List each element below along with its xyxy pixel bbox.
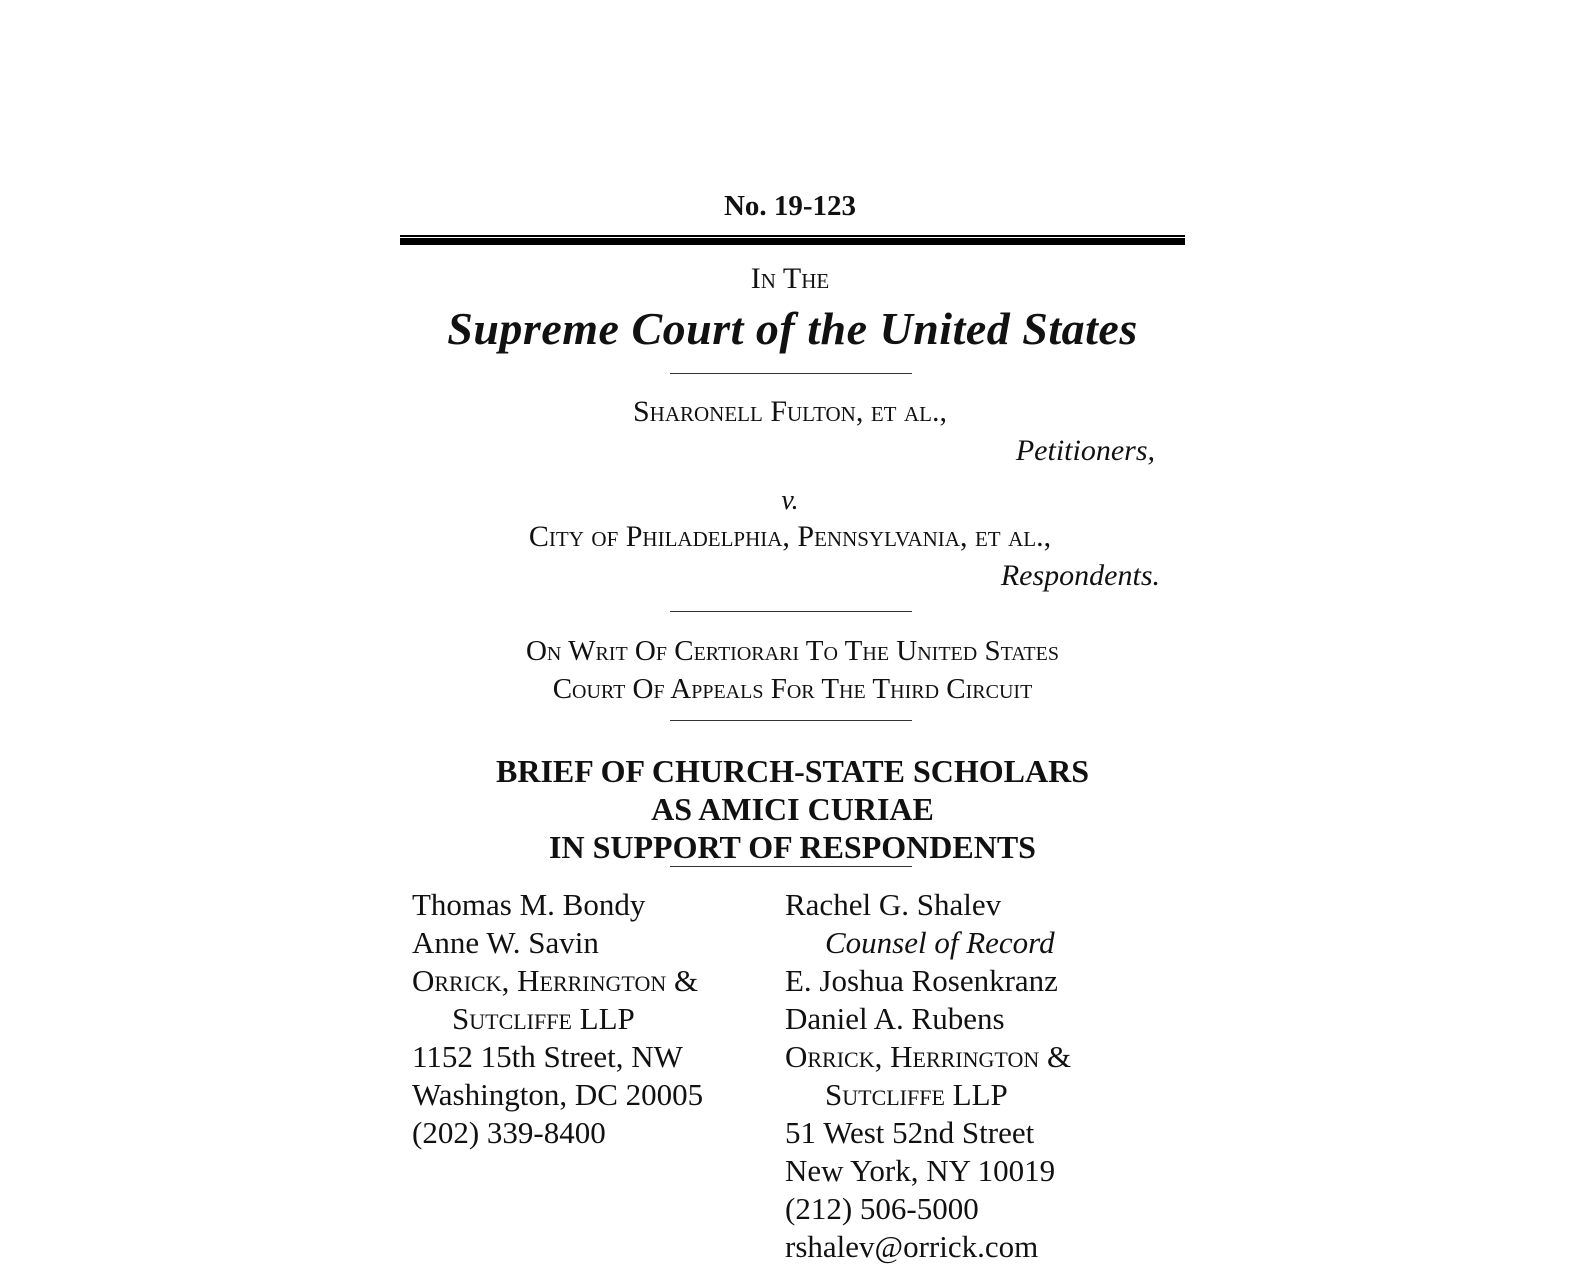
docket-number: No. 19-123 — [723, 190, 857, 222]
counsel-name: Thomas M. Bondy — [412, 887, 646, 922]
phone-number: (212) 506-5000 — [785, 1191, 979, 1226]
separator-rule — [670, 866, 912, 867]
brief-title — [400, 752, 1185, 866]
counsel-right-block — [785, 886, 1071, 1266]
firm-name: Orrick, Herrington & — [412, 963, 699, 998]
firm-name: Orrick, Herrington & — [785, 1039, 1072, 1074]
counsel-left-block — [412, 886, 703, 1152]
street-address: 51 West 52nd Street — [785, 1115, 1035, 1150]
separator-rule — [670, 720, 912, 721]
brief-title-line-1: BRIEF OF CHURCH-STATE SCHOLARS — [496, 753, 1089, 789]
versus-label: v. — [781, 485, 799, 516]
writ-caption — [400, 632, 1185, 708]
counsel-name: Anne W. Savin — [412, 925, 599, 960]
writ-line-2: Court Of Appeals For The Third Circuit — [552, 673, 1033, 705]
brief-title-line-3: IN SUPPORT OF RESPONDENTS — [549, 829, 1036, 865]
separator-rule — [670, 373, 912, 374]
firm-name-cont: Sutcliffe LLP — [452, 1001, 635, 1036]
phone-number: (202) 339-8400 — [412, 1115, 606, 1150]
respondent-name: City of Philadelphia, Pennsylvania, et al., — [528, 520, 1052, 553]
separator-rule — [670, 611, 912, 612]
header-rule-thick — [400, 238, 1185, 245]
brief-title-line-2: AS AMICI CURIAE — [651, 791, 934, 827]
respondent-role: Respondents. — [1000, 559, 1160, 592]
petitioner-role: Petitioners, — [1015, 434, 1155, 467]
city-state-zip: New York, NY 10019 — [785, 1153, 1056, 1188]
header-rule-thin — [400, 235, 1185, 237]
city-state-zip: Washington, DC 20005 — [412, 1077, 704, 1112]
counsel-of-record-label: Counsel of Record — [825, 925, 1055, 960]
petitioner-name: Sharonell Fulton, et al., — [632, 395, 947, 428]
street-address: 1152 15th Street, NW — [412, 1039, 683, 1074]
court-name: Supreme Court of the United States — [447, 303, 1138, 354]
firm-name-cont: Sutcliffe LLP — [825, 1077, 1008, 1112]
writ-line-1: On Writ Of Certiorari To The United States — [525, 635, 1059, 667]
counsel-name: E. Joshua Rosenkranz — [785, 963, 1058, 998]
counsel-name: Rachel G. Shalev — [785, 887, 1002, 922]
email-address: rshalev@orrick.com — [785, 1229, 1039, 1264]
in-the-label: In The — [750, 262, 830, 295]
counsel-name: Daniel A. Rubens — [785, 1001, 1005, 1036]
